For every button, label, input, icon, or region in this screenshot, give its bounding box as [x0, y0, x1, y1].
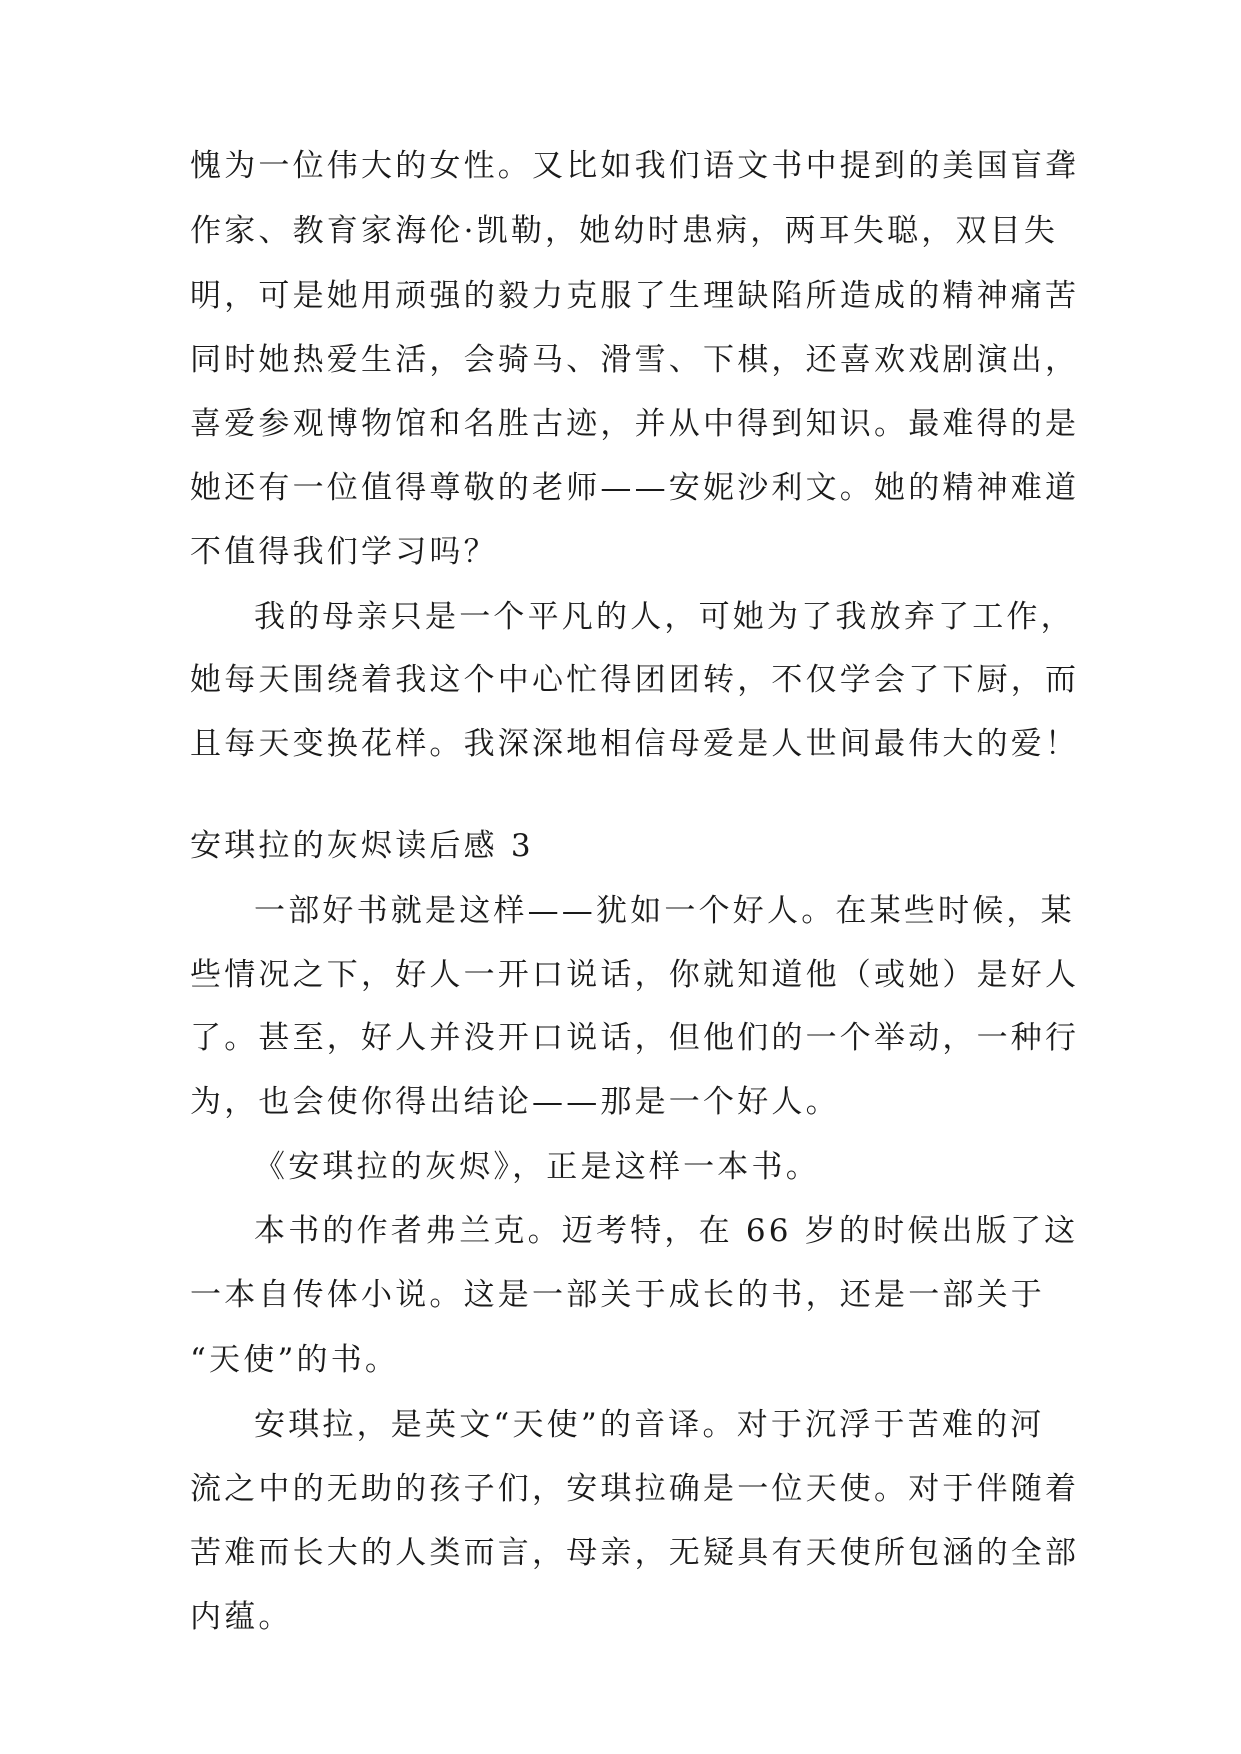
- paragraph-start-line: 一部好书就是这样——犹如一个好人。在某些时候，某: [254, 893, 1075, 929]
- text-line: 她还有一位值得尊敬的老师——安妮沙利文。她的精神难道: [190, 470, 1080, 506]
- paragraph-start-line: 《安琪拉的灰烬》，正是这样一本书。: [254, 1149, 820, 1185]
- text-line: 流之中的无助的孩子们，安琪拉确是一位天使。对于伴随着: [190, 1471, 1080, 1507]
- text-line: 内蕴。: [190, 1599, 293, 1635]
- text-line: 苦难而长大的人类而言，母亲，无疑具有天使所包涵的全部: [190, 1535, 1080, 1571]
- paragraph-start-line: 我的母亲只是一个平凡的人，可她为了我放弃了工作，: [254, 599, 1075, 635]
- text-line: 作家、教育家海伦·凯勒，她幼时患病，两耳失聪，双目失: [190, 213, 1059, 249]
- paragraph-start-line: 本书的作者弗兰克。迈考特，在 66 岁的时候出版了这: [254, 1213, 1079, 1249]
- text-line: 些情况之下，好人一开口说话，你就知道他（或她）是好人: [190, 957, 1080, 993]
- text-line: 愧为一位伟大的女性。又比如我们语文书中提到的美国盲聋: [190, 148, 1080, 184]
- section-heading: 安琪拉的灰烬读后感 3: [190, 828, 534, 864]
- text-line: 一本自传体小说。这是一部关于成长的书，还是一部关于: [190, 1277, 1045, 1313]
- text-line: 同时她热爱生活，会骑马、滑雪、下棋，还喜欢戏剧演出，: [190, 342, 1080, 378]
- paragraph-start-line: 安琪拉，是英文“天使”的音译。对于沉浮于苦难的河: [254, 1407, 1045, 1443]
- text-line: 为，也会使你得出结论——那是一个好人。: [190, 1084, 840, 1120]
- text-line: 了。甚至，好人并没开口说话，但他们的一个举动，一种行: [190, 1020, 1080, 1056]
- text-line: 明，可是她用顽强的毅力克服了生理缺陷所造成的精神痛苦: [190, 278, 1080, 314]
- text-line: “天使”的书。: [190, 1342, 400, 1378]
- text-line: 她每天围绕着我这个中心忙得团团转，不仅学会了下厨，而: [190, 662, 1080, 698]
- text-line: 且每天变换花样。我深深地相信母爱是人世间最伟大的爱！: [190, 726, 1080, 762]
- text-line: 不值得我们学习吗？: [190, 534, 498, 570]
- text-line: 喜爱参观博物馆和名胜古迹，并从中得到知识。最难得的是: [190, 406, 1080, 442]
